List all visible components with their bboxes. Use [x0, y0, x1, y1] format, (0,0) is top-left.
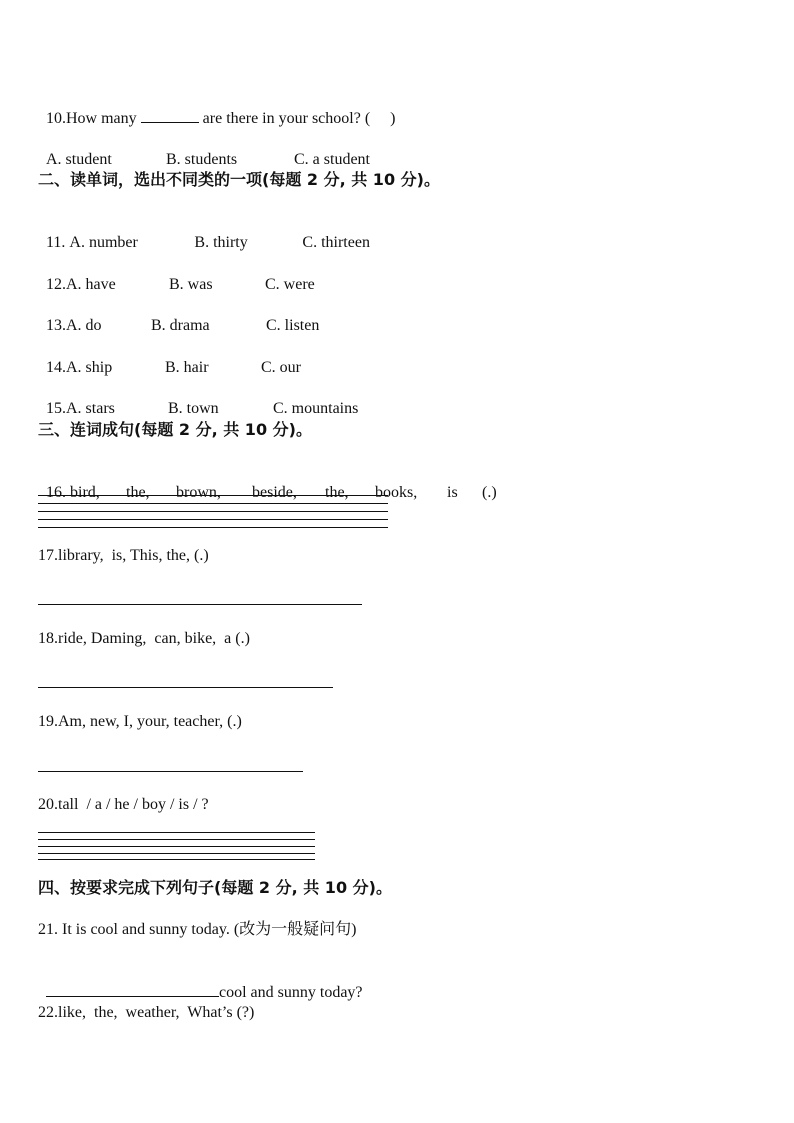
word: (.) — [482, 484, 497, 501]
answer-line[interactable] — [38, 846, 315, 847]
question-17: 17.library, is, This, the, (.) — [38, 547, 209, 564]
question-20: 20.tall / a / he / boy / is / ? — [38, 796, 209, 813]
question-22: 22.like, the, weather, What’s (?) — [38, 1004, 255, 1021]
answer-line[interactable] — [38, 527, 388, 528]
option-a: A. student — [46, 151, 112, 168]
question-10-options — [38, 130, 370, 170]
answer-line[interactable] — [38, 832, 315, 833]
option-c: C. were — [265, 276, 315, 293]
answer-line[interactable] — [38, 503, 388, 504]
question-15 — [38, 379, 358, 419]
answer-line[interactable] — [38, 495, 388, 496]
option-c: C. a student — [294, 151, 370, 168]
word: books, — [375, 484, 418, 501]
answer-line[interactable] — [38, 511, 388, 512]
question-number: 11. — [46, 234, 70, 251]
word: beside, — [252, 484, 297, 501]
answer-line[interactable] — [38, 771, 303, 772]
section-2-title: 二、读单词，选出不同类的一项(每题 2 分, 共 10 分)。 — [38, 170, 440, 189]
section-3-title: 三、连词成句(每题 2 分, 共 10 分)。 — [38, 420, 312, 439]
option-b: B. was — [169, 276, 213, 293]
word: brown, — [176, 484, 221, 501]
question-12 — [38, 255, 315, 295]
word: bird, — [70, 484, 100, 501]
option-c: C. mountains — [273, 400, 359, 417]
answer-line[interactable] — [38, 687, 333, 688]
answer-line[interactable] — [38, 604, 362, 605]
question-number: 14. — [46, 359, 66, 376]
question-10-suffix: are there in your school? ( ) — [198, 110, 396, 127]
section-4-title: 四、按要求完成下列句子(每题 2 分, 共 10 分)。 — [38, 878, 392, 897]
option-b: B. thirty — [194, 234, 248, 251]
question-13 — [38, 296, 319, 336]
question-number: 12. — [46, 276, 66, 293]
answer-line[interactable] — [38, 853, 315, 854]
option-b: B. students — [166, 151, 238, 168]
answer-blank[interactable] — [141, 108, 199, 123]
option-c: C. thirteen — [302, 234, 370, 251]
question-21-answer — [38, 962, 363, 1003]
question-number: 16. — [46, 484, 70, 501]
option-a: A. do — [66, 317, 102, 334]
question-number: 15. — [46, 400, 66, 417]
option-b: B. hair — [165, 359, 209, 376]
option-b: B. drama — [151, 317, 210, 334]
question-10-prefix: 10.How many — [46, 110, 141, 127]
question-11 — [38, 213, 370, 253]
question-14 — [38, 338, 301, 378]
question-21: 21. It is cool and sunny today. (改为一般疑问句) — [38, 921, 357, 938]
answer-line[interactable] — [38, 839, 315, 840]
question-21-answer-text: cool and sunny today? — [219, 984, 363, 1001]
option-c: C. our — [261, 359, 301, 376]
question-16 — [38, 463, 497, 503]
word: the, — [325, 484, 349, 501]
option-a: A. ship — [66, 359, 113, 376]
word: is — [447, 484, 458, 501]
answer-blank[interactable] — [46, 982, 219, 997]
option-a: A. have — [66, 276, 116, 293]
word: the, — [126, 484, 150, 501]
option-a: A. stars — [66, 400, 115, 417]
answer-line[interactable] — [38, 519, 388, 520]
question-number: 13. — [46, 317, 66, 334]
answer-line[interactable] — [38, 859, 315, 860]
question-19: 19.Am, new, I, your, teacher, (.) — [38, 713, 242, 730]
question-10 — [38, 88, 395, 129]
option-a: A. number — [69, 234, 138, 251]
option-c: C. listen — [266, 317, 320, 334]
question-18: 18.ride, Daming, can, bike, a (.) — [38, 630, 250, 647]
option-b: B. town — [168, 400, 219, 417]
